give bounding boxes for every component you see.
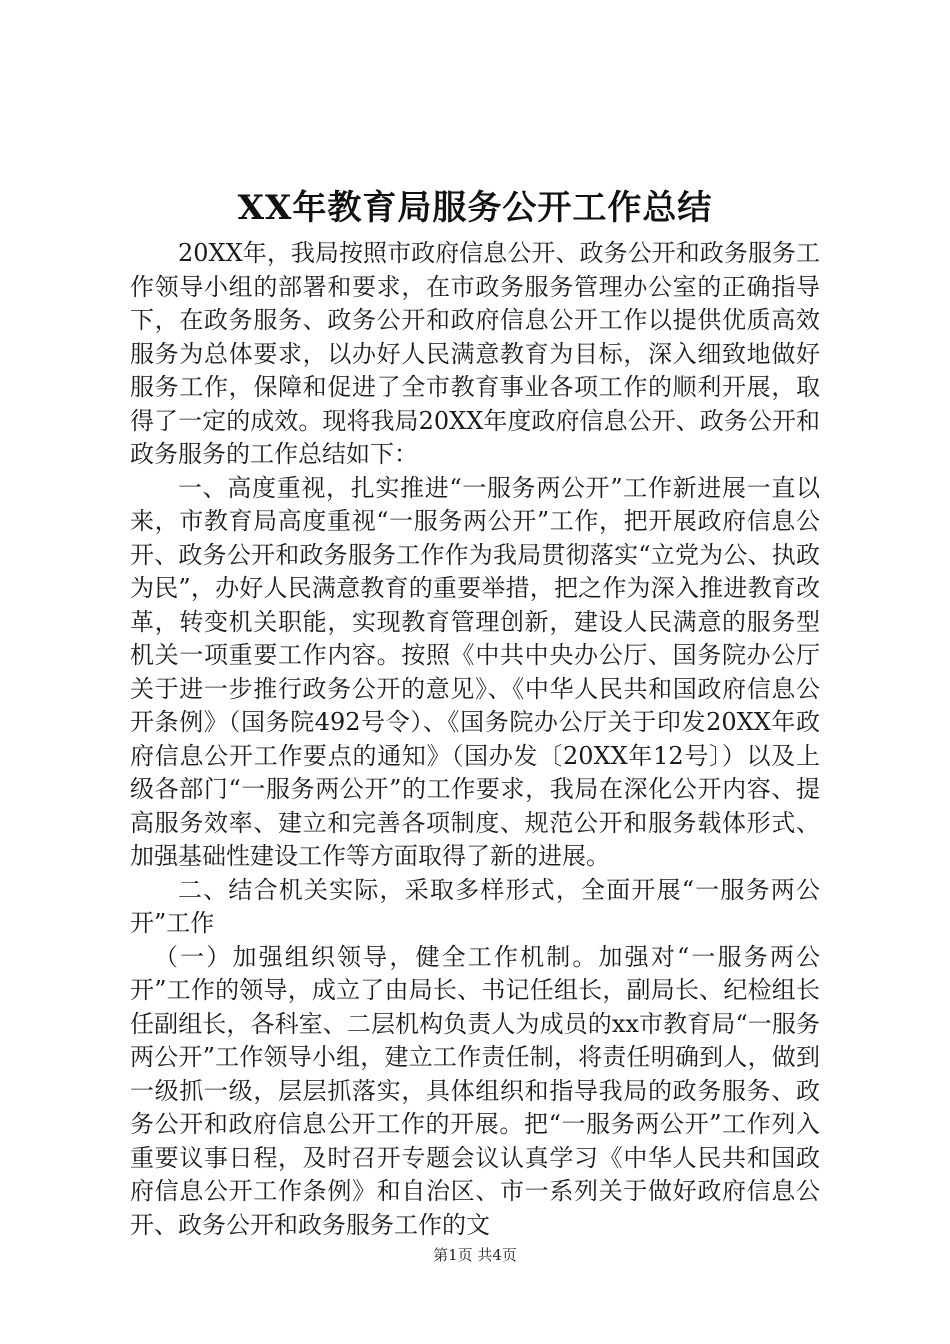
paragraph-section-1: 一、高度重视，扎实推进“一服务两公开”工作新进展一直以来，市教育局高度重视“一服务两公开”工作，把开展政府信息公开、政务公开和政务服务工作作为我局贯彻落实“立党为公、执政为民”，办好人民满意教育的重要举措，把之作为深入推进教育改革，转变机关职能，实现教育管理创新，建设人民满意的服务型机关一项重要工作内容。按照《中共中央办公厅、国务院办公厅关于进一步推行政务公开的意见》、《中华人民共和国政府信息公开条例》（国务院492号令）、《国务院办公厅关于印发20XX年政府信息公开工作要点的通知》（国办发〔20XX年12号〕）以及上级各部门“一服务两公开”的工作要求，我局在深化公开内容、提高服务效率、建立和完善各项制度、规范公开和服务载体形式、加强基础性建设工作等方面取得了新的进展。 [130,473,820,870]
document-body [130,237,820,1242]
page-footer: 第1页 共4页 [433,1246,517,1264]
document-title: XX年教育局服务公开工作总结 [237,188,713,228]
paragraph-section-2-1: （一）加强组织领导，健全工作机制。加强对“一服务两公开”工作的领导，成立了由局长、书记任组长，副局长、纪检组长任副组长，各科室、二层机构负责人为成员的xx市教育局“一服务两公开”工作领导小组，建立工作责任制，将责任明确到人，做到一级抓一级，层层抓落实，具体组织和指导我局的政务服务、政务公开和政府信息公开工作的开展。把“一服务两公开”工作列入重要议事日程，及时召开专题会议认真学习《中华人民共和国政府信息公开工作条例》和自治区、市一系列关于做好政府信息公开、政务公开和政务服务工作的文 [130,942,820,1239]
paragraph-section-2-heading: 二、结合机关实际，采取多样形式，全面开展“一服务两公开”工作 [130,875,820,937]
paragraph-intro: 20XX年，我局按照市政府信息公开、政务公开和政务服务工作领导小组的部署和要求，在市政务服务管理办公室的正确指导下，在政务服务、政务公开和政府信息公开工作以提供优质高效服务为总体要求，以办好人民满意教育为目标，深入细致地做好服务工作，保障和促进了全市教育事业各项工作的顺利开展，取得了一定的成效。现将我局20XX年度政府信息公开、政务公开和政务服务的工作总结如下： [130,239,820,468]
